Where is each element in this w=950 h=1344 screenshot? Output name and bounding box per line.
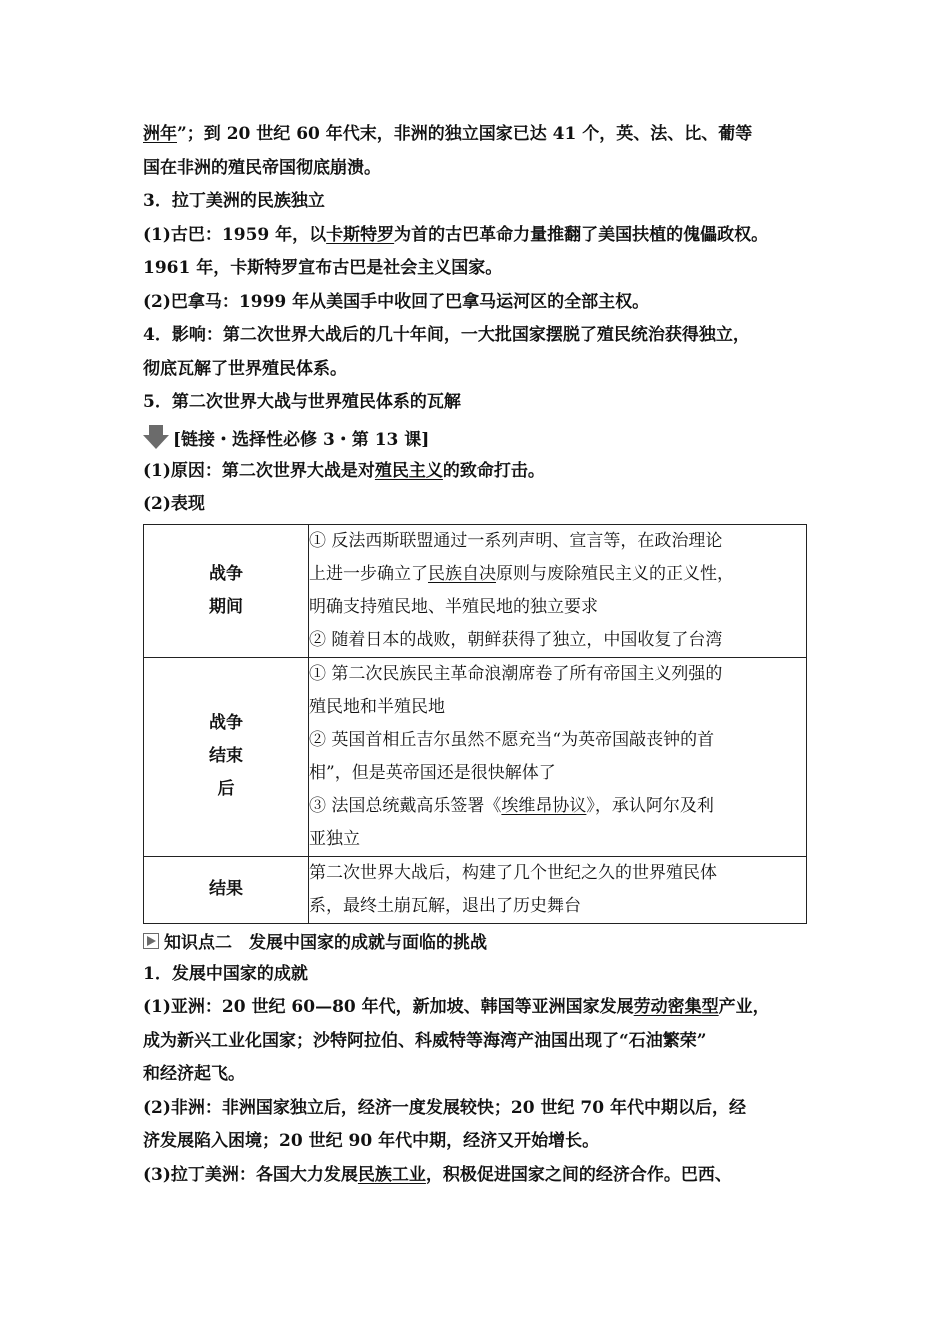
table-content-cell: ① 第二次民族民主革命浪潮席卷了所有帝国主义列强的 殖民地和半殖民地 ② 英国首相丘吉尔虽然不愿充当“为英帝国敲丧钟的首 相”，但是英帝国还是很快解体了 ③ 法国总统戴高乐签署《埃维昂协议》，承认阿尔及利 亚独立 [309,657,807,856]
paragraph-impact: 4．影响：第二次世界大战后的几十年间，一大批国家摆脱了殖民统治获得独立， [143,325,750,345]
play-marker-icon [143,933,159,949]
underlined-term: 殖民主义 [374,460,443,481]
paragraph-line: 国在非洲的殖民帝国彻底崩溃。 [143,157,381,178]
paragraph-line: 成为新兴工业化国家；沙特阿拉伯、科威特等海湾产油国出现了“石油繁荣” [143,1030,707,1051]
paragraph-line: 济发展陷入困境；20 世纪 90 年代中期，经济又开始增长。 [143,1131,600,1151]
heading-latin-america: 3．拉丁美洲的民族独立 [143,191,325,211]
underlined-term: 卡斯特罗 [326,224,395,245]
heading-achievements: 1．发展中国家的成就 [143,963,308,984]
table-content-cell: ① 反法西斯联盟通过一系列声明、宣言等，在政治理论 上进一步确立了民族自决原则与废除殖民主义的正义性， 明确支持殖民地、半殖民地的独立要求 ② 随着日本的战败，朝鲜获得了独立，中国收复了台湾 [309,524,807,657]
table-row [144,524,807,657]
heading-ww2-colonial: 5．第二次世界大战与世界殖民体系的瓦解 [143,392,461,412]
table-label-cell: 结果 [144,856,309,923]
document-page [143,118,813,1192]
paragraph-latin-america: (3)拉丁美洲：各国大力发展民族工业，积极促进国家之间的经济合作。巴西、 [143,1164,732,1185]
paragraph-asia: (1)亚洲：20 世纪 60—80 年代，新加坡、韩国等亚洲国家发展劳动密集型产业， [143,997,770,1017]
paragraph-line: 彻底瓦解了世界殖民体系。 [143,358,347,379]
performance-table [143,524,807,924]
table-content-cell: 第二次世界大战后，构建了几个世纪之久的世界殖民体 系，最终土崩瓦解，退出了历史舞台 [309,856,807,923]
section-title: 知识点二 发展中国家的成就与面临的挑战 [143,924,813,958]
table-label-cell: 战争 结束 后 [144,657,309,856]
paragraph-africa: (2)非洲：非洲国家独立后，经济一度发展较快；20 世纪 70 年代中期以后，经 [143,1097,746,1118]
underlined-term: 民族自决 [428,563,496,584]
link-reference [143,420,813,455]
arrow-down-icon [143,424,169,450]
paragraph-line: 1961 年，卡斯特罗宣布古巴是社会主义国家。 [143,258,503,278]
underlined-term: 民族工业 [357,1164,426,1185]
paragraph-performance: (2)表现 [143,494,205,514]
underlined-term: 埃维昂协议 [501,795,587,816]
paragraph-cause: (1)原因：第二次世界大战是对殖民主义的致命打击。 [143,460,545,481]
table-row [144,856,807,923]
paragraph-line: 和经济起飞。 [143,1064,245,1084]
paragraph-cuba: (1)古巴：1959 年，以卡斯特罗为首的古巴革命力量推翻了美国扶植的傀儡政权。 [143,224,769,245]
table-row [144,657,807,856]
underlined-term: 劳动密集型 [633,997,719,1017]
table-label-cell: 战争 期间 [144,524,309,657]
paragraph-panama: (2)巴拿马：1999 年从美国手中收回了巴拿马运河区的全部主权。 [143,291,650,312]
underlined-term: 洲年 [143,124,177,144]
paragraph-africa-year: 洲年”；到 20 世纪 60 年代末，非洲的独立国家已达 41 个，英、法、比、葡等 [143,124,753,144]
link-label: [链接・选择性必修 3・第 13 课] [173,429,430,450]
